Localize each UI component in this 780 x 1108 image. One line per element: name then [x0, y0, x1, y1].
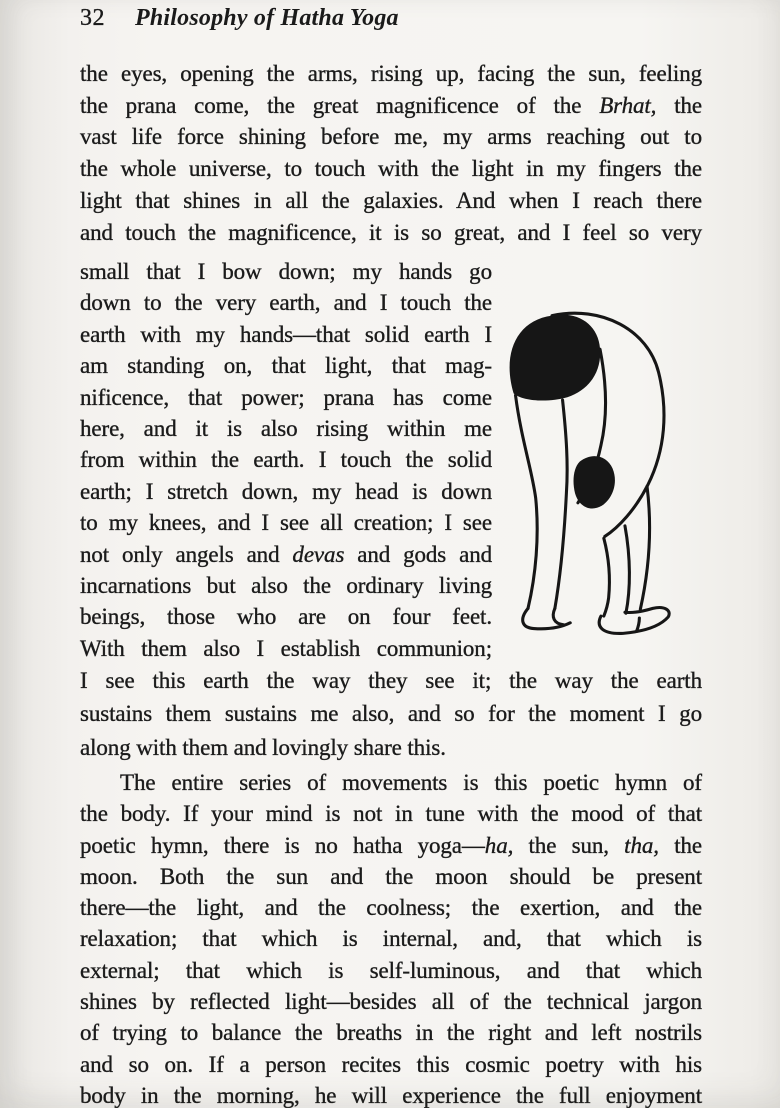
paragraph-1-fullwidth-top	[80, 58, 702, 248]
text-line: vast life force shining before me, my arms reaching out to	[80, 124, 702, 150]
text-line: body in the morning, he will experience the full enjoyment	[80, 1082, 702, 1108]
text-line: small that I bow down; my hands go	[80, 259, 492, 284]
text-line: am standing on, that light, that mag-	[80, 353, 492, 379]
text-line: down to the very earth, and I touch the	[80, 290, 492, 316]
text-line: the prana come, the great magnificence of the Brhat, the	[80, 92, 703, 118]
text-line: shines by reflected light—besides all of the technical jargon	[80, 989, 702, 1015]
text-line: nificence, that power; prana has come	[80, 384, 492, 410]
text-line: the eyes, opening the arms, rising up, facing the sun, feeling	[80, 61, 702, 86]
text-line: and touch the magnificence, it is so great, and I feel so very	[80, 219, 702, 245]
text-line: the whole universe, to touch with the light in my fingers the	[80, 156, 702, 182]
forward-bend-figure	[504, 299, 696, 649]
text-line: external; that which is self-luminous, and that which	[80, 957, 702, 983]
text-line: of trying to balance the breaths in the right and left nostrils	[80, 1020, 702, 1046]
text-line: along with them and lovingly share this.	[80, 734, 446, 760]
text-line: not only angels and devas and gods and	[80, 541, 492, 567]
text-line: there—the light, and the coolness; the exertion, and the	[80, 895, 702, 921]
text-line: beings, those who are on four feet.	[80, 604, 492, 630]
text-line: relaxation; that which is internal, and, that which is	[80, 926, 702, 952]
text-line: incarnations but also the ordinary living	[80, 573, 492, 599]
paragraph-1-fullwidth-bottom	[80, 664, 702, 764]
text-line: poetic hymn, there is no hatha yoga—ha, the sun, tha, the	[80, 832, 702, 858]
running-header	[80, 5, 399, 32]
text-line: moon. Both the sun and the moon should be present	[80, 863, 702, 889]
text-line: light that shines in all the galaxies. And when I reach there	[80, 187, 702, 213]
text-line: the body. If your mind is not in tune with the mood of that	[80, 801, 702, 827]
running-title: Philosophy of Hatha Yoga	[135, 5, 399, 31]
text-line: and so on. If a person recites this cosmic poetry with his	[80, 1051, 702, 1077]
text-line: here, and it is also rising within me	[80, 416, 492, 442]
text-line: With them also I establish communion;	[80, 635, 492, 661]
text-line: I see this earth the way they see it; the way the earth	[80, 668, 702, 693]
forward-bend-figure-illustration	[504, 299, 696, 649]
page-number: 32	[80, 5, 105, 31]
paragraph-2	[80, 767, 702, 1108]
text-line: earth; I stretch down, my head is down	[80, 478, 492, 504]
text-line: to my knees, and I see all creation; I see	[80, 510, 492, 536]
text-line: from within the earth. I touch the solid	[80, 447, 492, 473]
paragraph-1-narrow-column	[80, 256, 492, 664]
text-line: The entire series of movements is this poetic hymn of	[120, 770, 702, 795]
text-line: sustains them sustains me also, and so for the moment I go	[80, 701, 702, 727]
text-line: earth with my hands—that solid earth I	[80, 321, 492, 347]
